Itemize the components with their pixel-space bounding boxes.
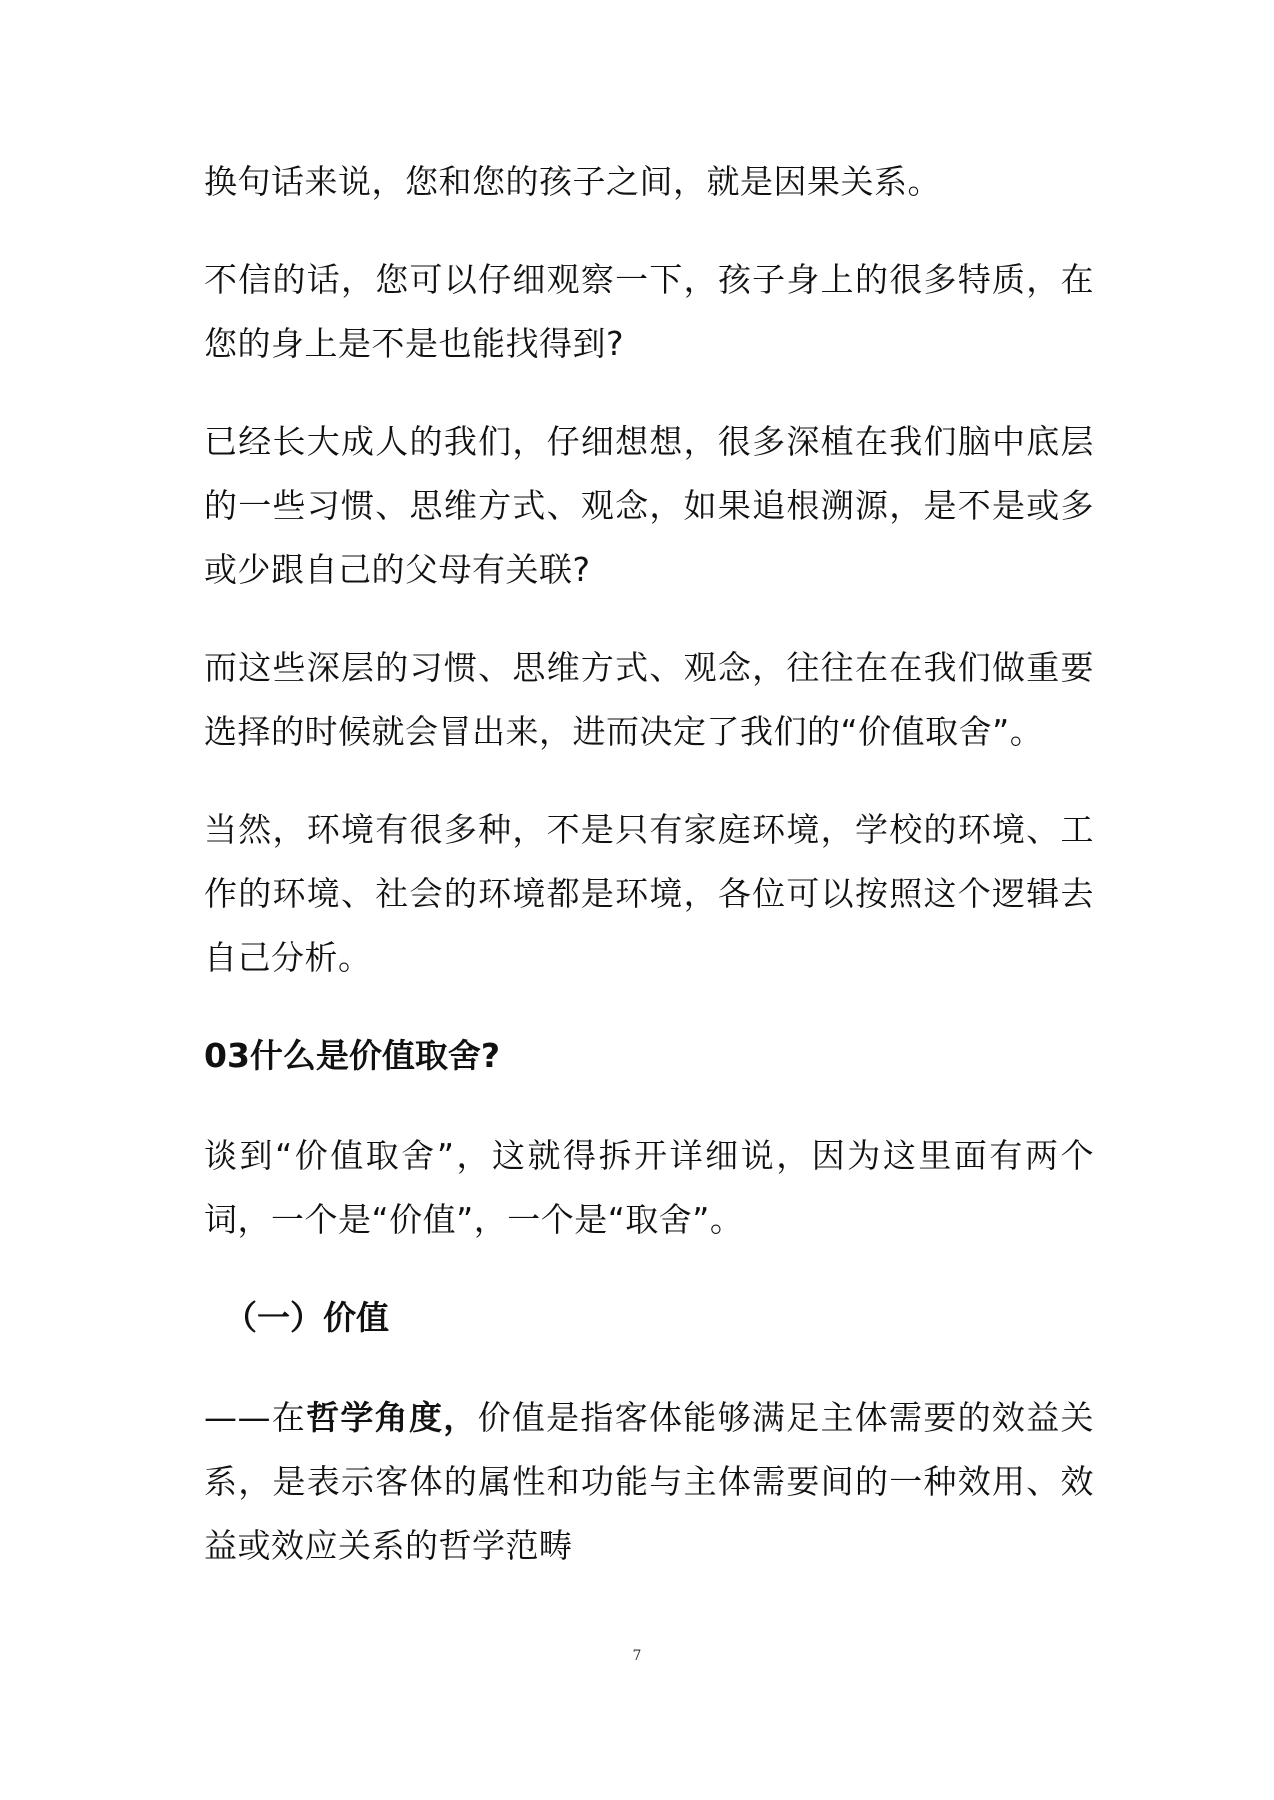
paragraph-philosophy-definition	[204, 1386, 1094, 1578]
page-number: 7	[632, 1648, 642, 1664]
paragraph-value-tradeoff-intro: 谈到“价值取舍”，这就得拆开详细说，因为这里面有两个词，一个是“价值”，一个是“取舍”。	[204, 1136, 1094, 1239]
section-heading: 03什么是价值取舍?	[204, 1036, 501, 1075]
paragraph-environments: 当然，环境有很多种，不是只有家庭环境，学校的环境、工作的环境、社会的环境都是环境，各位可以按照这个逻辑去自己分析。	[204, 810, 1094, 977]
paragraph-value-choice: 而这些深层的习惯、思维方式、观念，往往在在我们做重要选择的时候就会冒出来，进而决定了我们的“价值取舍”。	[204, 648, 1094, 751]
paragraph-observe-traits: 不信的话，您可以仔细观察一下，孩子身上的很多特质，在您的身上是不是也能找得到?	[204, 260, 1094, 363]
definition-lead: ——在	[204, 1398, 307, 1437]
definition-body: 价值是指客体能够满足主体需要的效益关系，是表示客体的属性和功能与主体需要间的一种效用、效益或效应关系的哲学范畴	[204, 1398, 1095, 1565]
definition-bold-term: 哲学角度，	[306, 1398, 478, 1437]
subsection-heading-value: （一）价值	[224, 1298, 389, 1337]
page-content	[204, 150, 1094, 1612]
paragraph-cause-effect: 换句话来说，您和您的孩子之间，就是因果关系。	[204, 162, 941, 201]
paragraph-parents-influence: 已经长大成人的我们，仔细想想，很多深植在我们脑中底层的一些习惯、思维方式、观念，如果追根溯源，是不是或多或少跟自己的父母有关联?	[204, 422, 1094, 589]
